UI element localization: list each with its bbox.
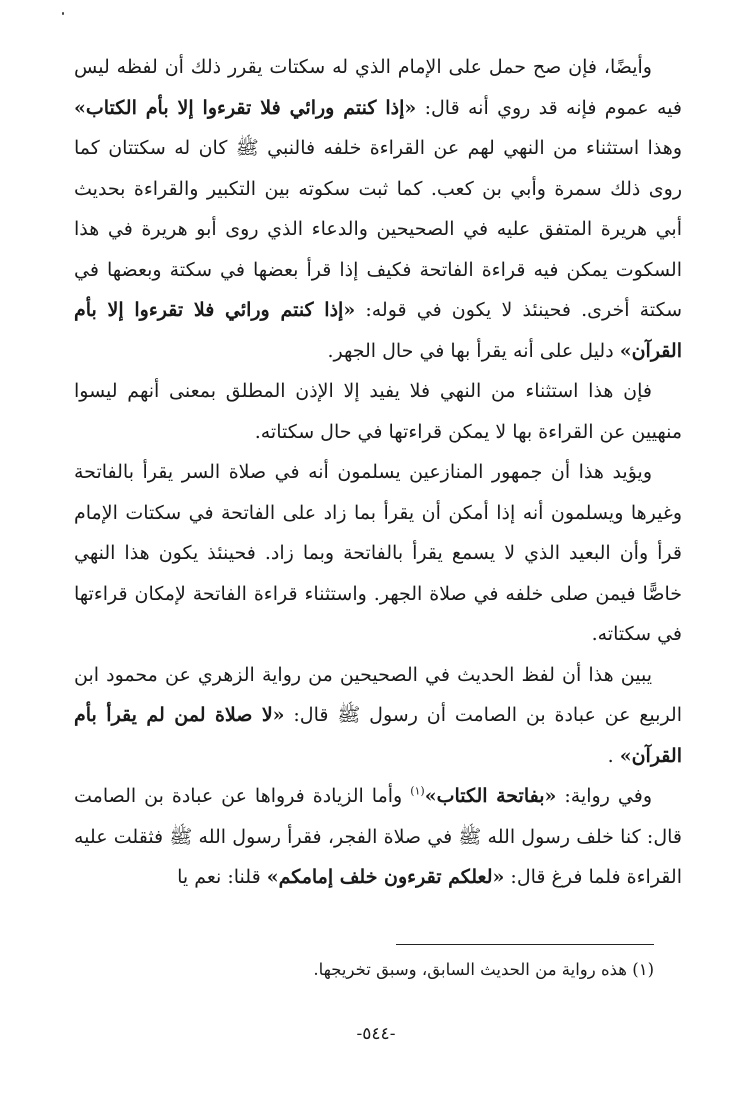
scan-mark — [62, 12, 64, 15]
paragraph-text: وفي رواية: — [556, 785, 652, 807]
page-number: -٥٤٤- — [356, 1024, 396, 1044]
hadith-quote: «إذا كنتم ورائي فلا تقرءوا إلا بأم القرآن» — [74, 299, 682, 362]
footnote: (١) هذه رواية من الحديث السابق، وسبق تخريجها. — [313, 960, 654, 979]
paragraph-text: فإن هذا استثناء من النهي فلا يفيد إلا الإذن المطلق بمعنى أنهم ليسوا منهيين عن القراءة بها لا يمكن قراءتها في حال سكتاته. — [74, 380, 682, 443]
main-text — [74, 47, 682, 898]
hadith-quote: «لعلكم تقرءون خلف إمامكم» — [266, 866, 505, 888]
paragraph — [74, 776, 682, 898]
paragraph-text: ويؤيد هذا أن جمهور المنازعين يسلمون أنه في صلاة السر يقرأ بالفاتحة وغيرها ويسلمون أنه إذا أمكن أن يقرأ بما زاد على الفاتحة في سكتات الإمام قرأ وأن البعيد الذي لا يسمع يقرأ بالفاتحة وبما زاد. فحينئذ يكون هذا النهي خاصًّا فيمن صلى خلفه في صلاة الجهر. واستثناء قراءة الفاتحة لإمكان قراءتها في سكتاته. — [74, 461, 682, 645]
hadith-quote: «لا صلاة لمن لم يقرأ بأم القرآن» — [74, 704, 682, 767]
paragraph-text: وأما الزيادة فرواها عن عبادة بن الصامت قال: كنا خلف رسول الله ﷺ في صلاة الفجر، فقرأ رسول الله ﷺ فثقلت عليه القراءة فلما فرغ قال: — [74, 785, 682, 888]
paragraph-text: قلنا: نعم يا — [177, 866, 267, 888]
paragraph — [74, 47, 682, 371]
paragraph — [74, 655, 682, 777]
footnote-separator — [396, 944, 654, 945]
footnote-marker: (١) — [410, 784, 425, 798]
paragraph — [74, 452, 682, 655]
paragraph-text: دليل على أنه يقرأ بها في حال الجهر. — [327, 339, 620, 362]
paragraph-text: وهذا استثناء من النهي لهم عن القراءة خلفه فالنبي ﷺ كان له سكتتان كما روى ذلك سمرة وأبي بن كعب. كما ثبت سكوته بين التكبير والقراءة بحديث أبي هريرة المتفق عليه في الصحيحين والدعاء الذي روى أبو هريرة في هذا السكوت يمكن فيه قراءة الفاتحة فكيف إذا قرأ بعضها في سكتة وبعضها في سكتة أخرى. فحينئذ لا يكون في قوله: — [74, 137, 682, 321]
paragraph-text: وأيضًا، فإن صح حمل على الإمام الذي له سكتات يقرر ذلك أن لفظه ليس فيه عموم فإنه قد روي أنه قال: — [74, 56, 682, 119]
paragraph-text: يبين هذا أن لفظ الحديث في الصحيحين من رواية الزهري عن محمود ابن الربيع عن عبادة بن الصامت أن رسول ﷺ قال: — [74, 663, 682, 726]
paragraph — [74, 371, 682, 452]
hadith-quote: «إذا كنتم ورائي فلا تقرءوا إلا بأم الكتاب» — [74, 96, 417, 119]
paragraph-text: . — [607, 744, 620, 767]
hadith-quote: «بفاتحة الكتاب» — [424, 785, 557, 807]
